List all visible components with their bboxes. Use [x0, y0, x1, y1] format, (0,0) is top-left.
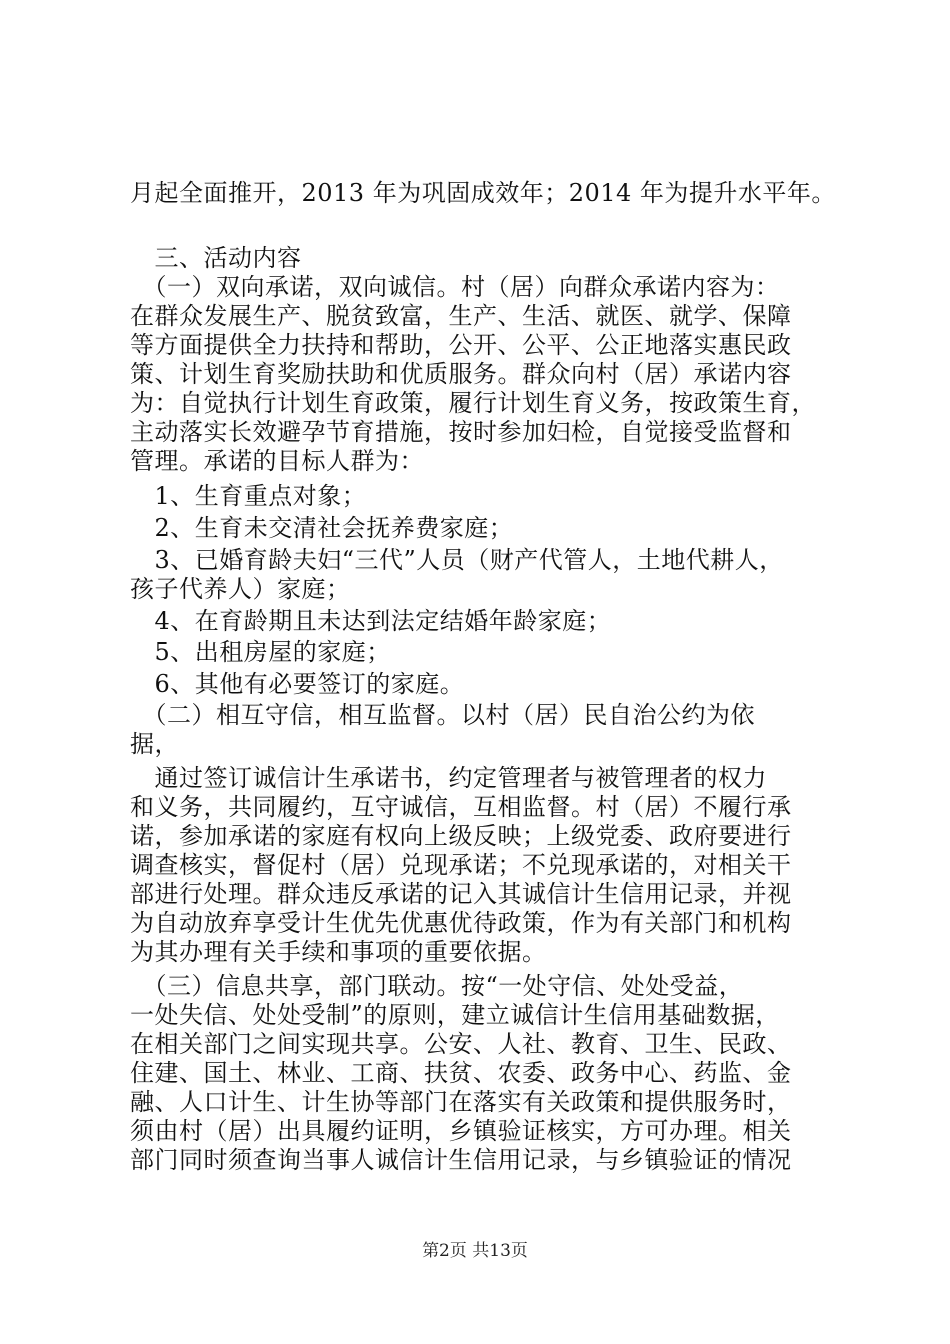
text-line: 为其办理有关手续和事项的重要依据。: [130, 938, 547, 966]
text-line: 通过签订诚信计生承诺书，约定管理者与被管理者的权力: [130, 764, 767, 792]
text-line: 孩子代养人）家庭；: [130, 575, 351, 603]
text-line: 据，: [130, 730, 179, 758]
text-line: 融、人口计生、计生协等部门在落实有关政策和提供服务时，: [130, 1088, 792, 1116]
list-item: 1、生育重点对象；: [130, 482, 367, 510]
text-line: （一）双向承诺，双向诚信。村（居）向群众承诺内容为：: [130, 273, 780, 301]
text-line: 管理。承诺的目标人群为：: [130, 447, 424, 475]
text-line: 为自动放弃享受计生优先优惠优待政策，作为有关部门和机构: [130, 909, 792, 937]
list-item: 6、其他有必要签订的家庭。: [130, 670, 465, 698]
list-item: 2、生育未交清社会抚养费家庭；: [130, 514, 514, 542]
text-line: 月起全面推开，2013 年为巩固成效年；2014 年为提升水平年。: [130, 179, 836, 207]
text-line: 诺，参加承诺的家庭有权向上级反映；上级党委、政府要进行: [130, 822, 792, 850]
text-line: 住建、国土、林业、工商、扶贫、农委、政务中心、药监、金: [130, 1059, 792, 1087]
text-line: 主动落实长效避孕节育措施，按时参加妇检，自觉接受监督和: [130, 418, 792, 446]
text-line: 部门同时须查询当事人诚信计生信用记录，与乡镇验证的情况: [130, 1146, 792, 1174]
list-item: 5、出租房屋的家庭；: [130, 638, 391, 666]
text-line: 一处失信、处处受制”的原则，建立诚信计生信用基础数据，: [130, 1001, 780, 1029]
text-line: 在相关部门之间实现共享。公安、人社、教育、卫生、民政、: [130, 1030, 792, 1058]
text-line: 为：自觉执行计划生育政策，履行计划生育义务，按政策生育，: [130, 389, 816, 417]
text-line: 部进行处理。群众违反承诺的记入其诚信计生信用记录，并视: [130, 880, 792, 908]
page-number-footer: 第2页 共13页: [422, 1241, 528, 1261]
section-heading: 三、活动内容: [130, 244, 302, 272]
list-item: 4、在育龄期且未达到法定结婚年龄家庭；: [130, 607, 612, 635]
text-line: （三）信息共享，部门联动。按“一处守信、处处受益，: [130, 972, 744, 1000]
text-line: 在群众发展生产、脱贫致富，生产、生活、就医、就学、保障: [130, 302, 792, 330]
text-line: 策、计划生育奖励扶助和优质服务。群众向村（居）承诺内容: [130, 360, 792, 388]
text-line: （二）相互守信，相互监督。以村（居）民自治公约为依: [130, 701, 755, 729]
text-line: 须由村（居）出具履约证明，乡镇验证核实，方可办理。相关: [130, 1117, 792, 1145]
text-line: 等方面提供全力扶持和帮助，公开、公平、公正地落实惠民政: [130, 331, 792, 359]
text-line: 调查核实，督促村（居）兑现承诺；不兑现承诺的，对相关干: [130, 851, 792, 879]
list-item: 3、已婚育龄夫妇“三代”人员（财产代管人，土地代耕人，: [130, 546, 784, 574]
text-line: 和义务，共同履约，互守诚信，互相监督。村（居）不履行承: [130, 793, 792, 821]
